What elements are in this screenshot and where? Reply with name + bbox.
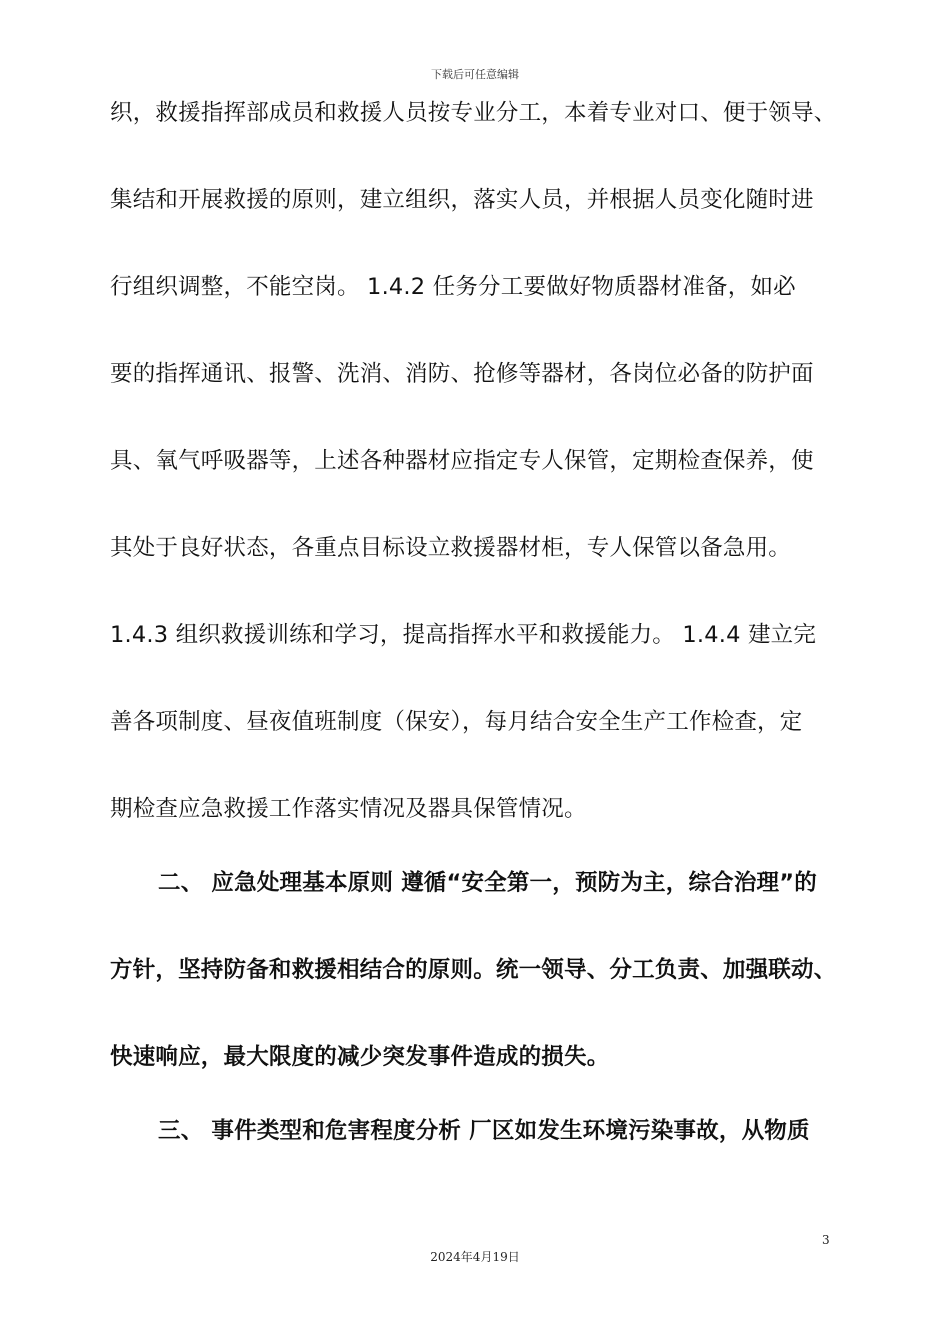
body-line: 行组织调整，不能空岗。 1.4.2 任务分工要做好物质器材准备，如必 [110,274,796,300]
body-line: 善各项制度、昼夜值班制度（保安），每月结合安全生产工作检查，定 [110,709,803,735]
bold-body-line: 方针，坚持防备和救援相结合的原则。统一领导、分工负责、加强联动、 [110,957,837,983]
page-header-note: 下载后可任意编辑 [431,68,519,81]
body-line: 要的指挥通讯、报警、洗消、消防、抢修等器材，各岗位必备的防护面 [110,361,814,387]
footer-date: 2024年4月19日 [430,1250,520,1264]
body-line: 集结和开展救援的原则，建立组织，落实人员，并根据人员变化随时进 [110,187,814,213]
section-heading-principles: 二、 应急处理基本原则 遵循“安全第一，预防为主，综合治理”的 [158,870,817,896]
body-line: 其处于良好状态，各重点目标设立救援器材柜，专人保管以备急用。 [110,535,792,561]
body-line: 期检查应急救援工作落实情况及器具保管情况。 [110,796,587,822]
page-number: 3 [822,1233,830,1247]
body-line: 1.4.3 组织救援训练和学习，提高指挥水平和救援能力。 1.4.4 建立完 [110,622,817,648]
body-line: 具、氧气呼吸器等，上述各种器材应指定专人保管，定期检查保养，使 [110,448,814,474]
bold-body-line: 快速响应，最大限度的减少突发事件造成的损失。 [110,1044,610,1070]
body-line: 织，救援指挥部成员和救援人员按专业分工，本着专业对口、便于领导、 [110,100,837,126]
section-heading-risk-analysis: 三、 事件类型和危害程度分析 厂区如发生环境污染事故，从物质 [158,1118,810,1144]
